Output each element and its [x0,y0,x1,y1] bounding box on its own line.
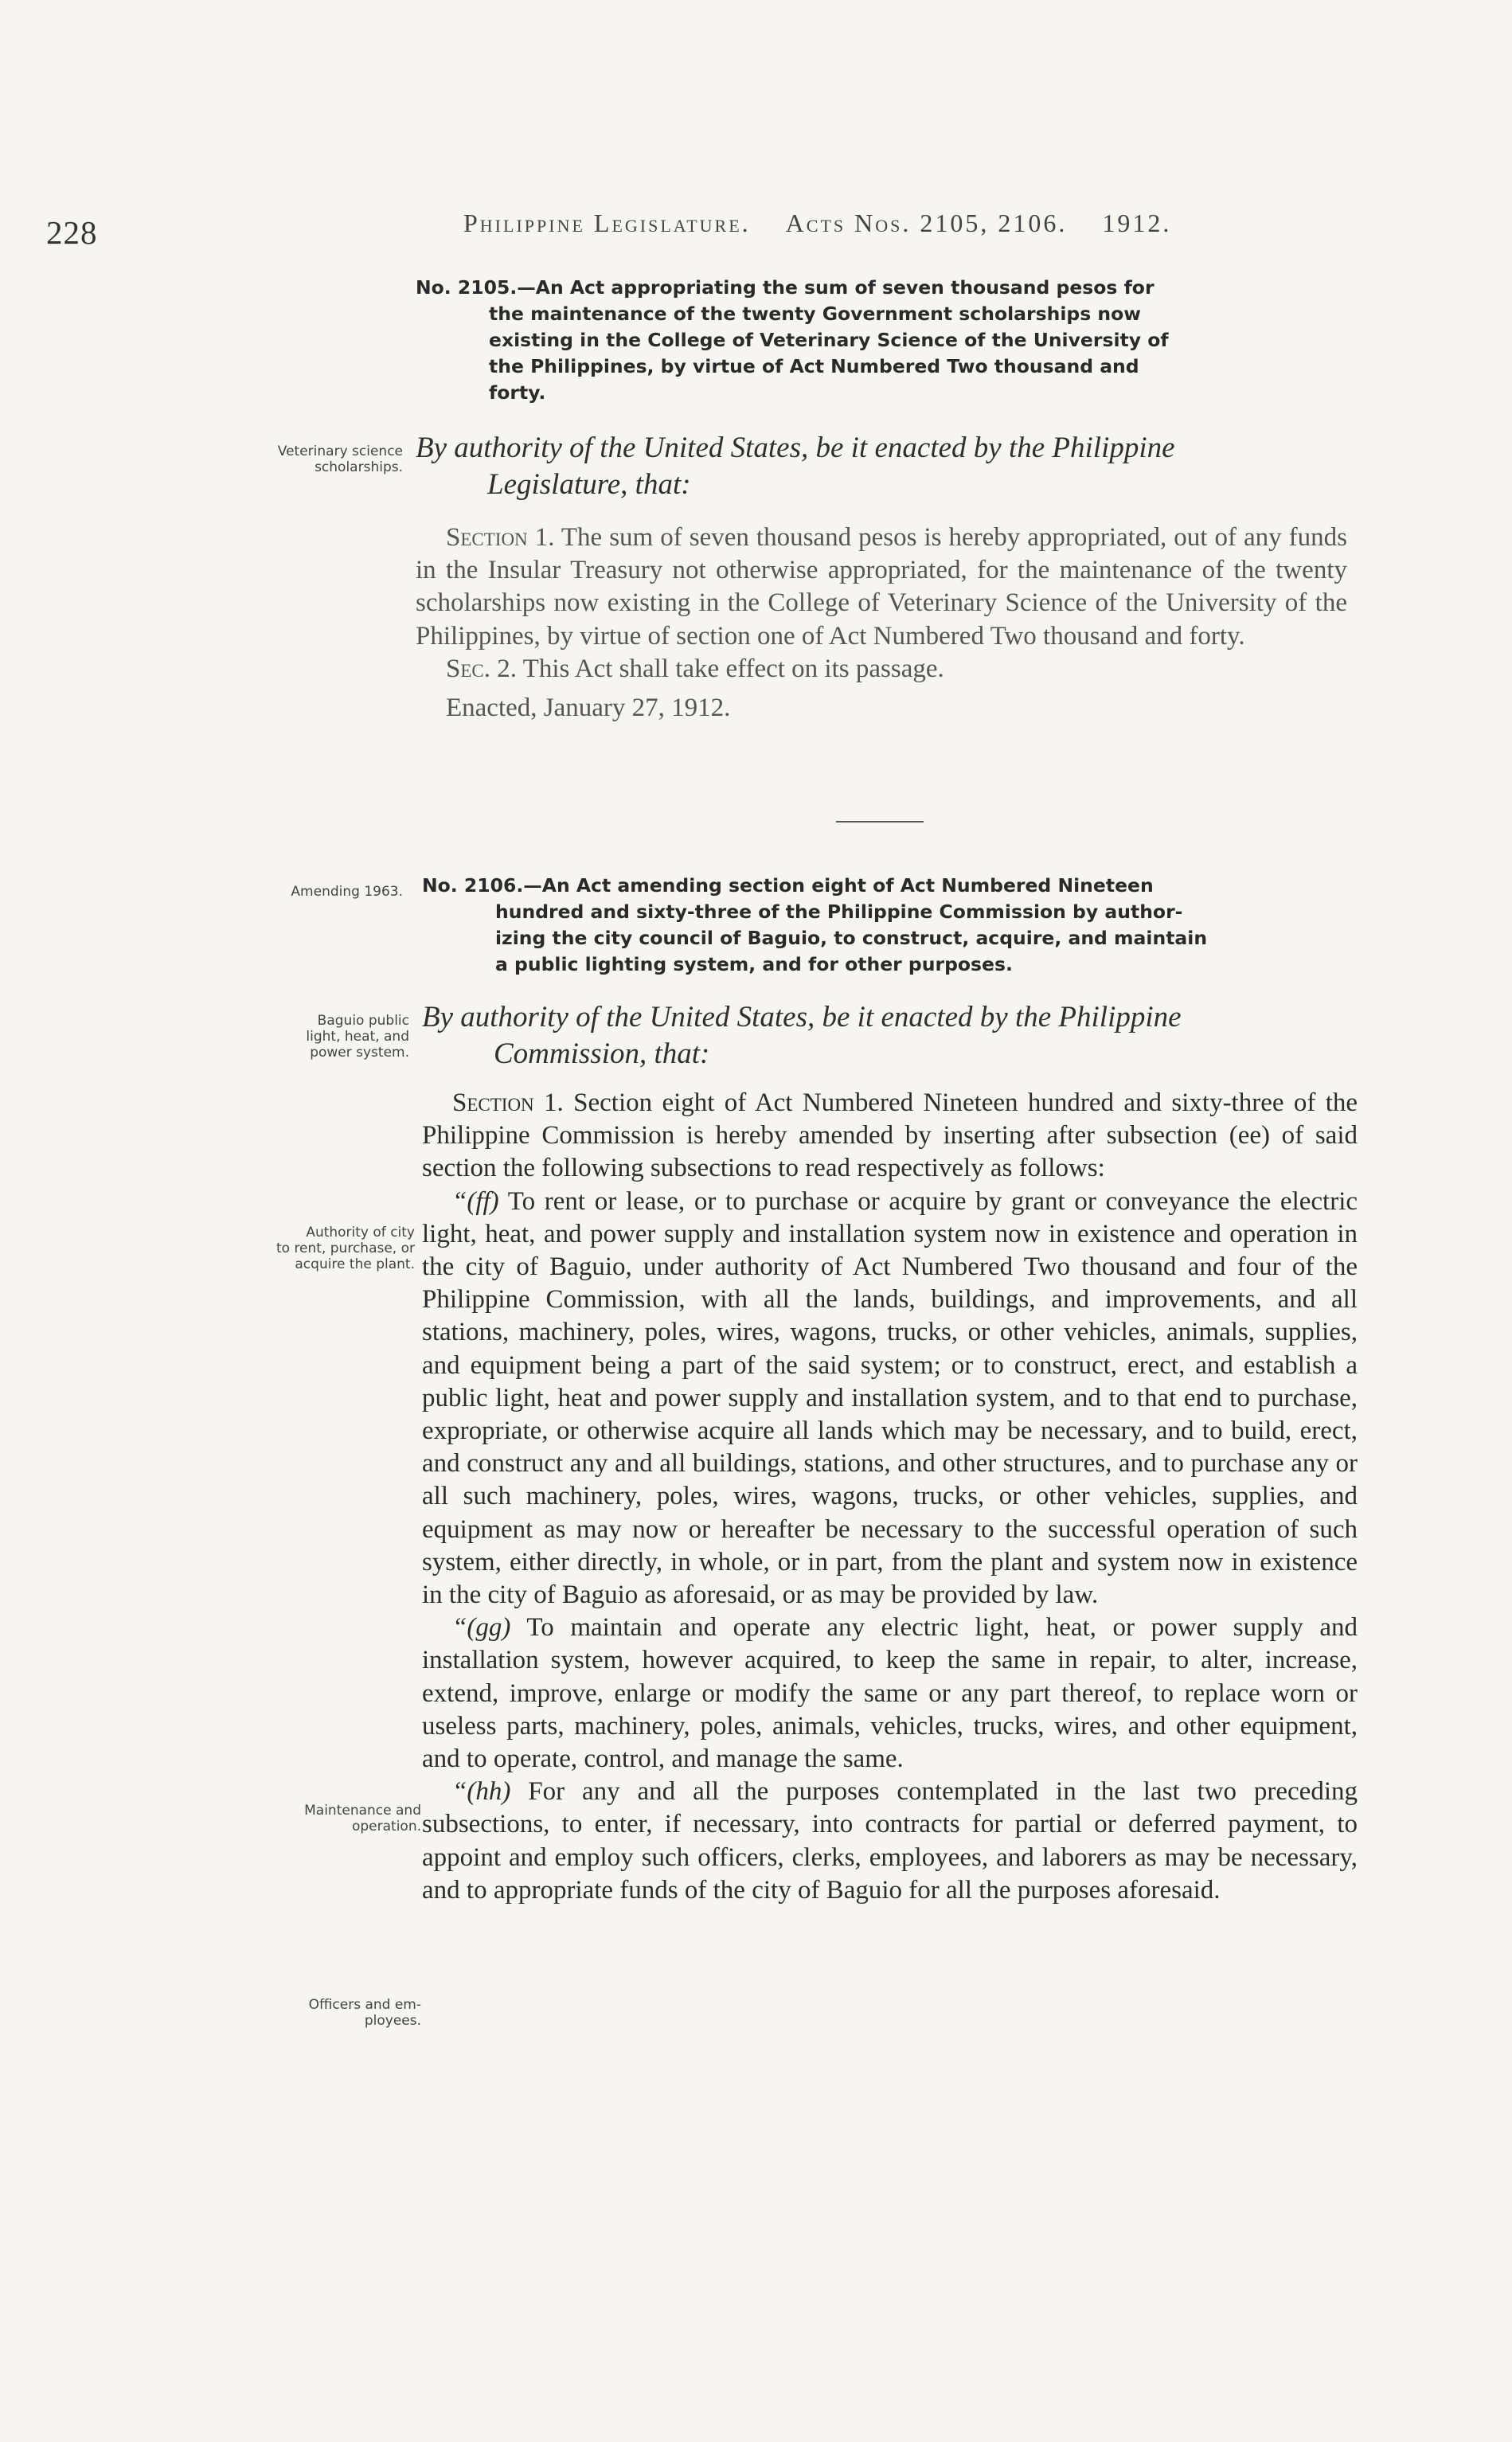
act-2106-body [422,1087,1358,1907]
header-publication: Philippine Legislature. [463,209,751,237]
margin-note-line: Officers and em- [308,1997,421,2013]
margin-note-line: Authority of city [306,1225,415,1241]
header-year: 1912. [1102,209,1172,237]
enacted-date: Enacted, January 27, 1912. [446,694,731,723]
enacting-line: Commission, that: [494,1037,710,1070]
act-2105-enacting-clause [416,430,1175,503]
act-2105-title [416,275,1169,406]
enacting-line: By authority of the United States, be it enacted by the Philippine [422,1001,1182,1033]
running-header [463,209,1355,238]
margin-note-line: to rent, purchase, or [275,1241,415,1256]
act-2105-enacted [416,692,1347,725]
act-2106-title-line: izing the city council of Baguio, to construct, acquire, and maintain [495,927,1208,949]
act-2105-section-2 [416,653,1347,686]
act-2105-title-line: the Philippines, by virtue of Act Numbered Two thousand and [489,355,1139,377]
margin-note-line: Veterinary science [277,443,403,459]
page-number: 228 [46,214,98,251]
subsection-label: “(ff) [452,1186,499,1216]
margin-note-baguio [306,1013,409,1061]
subsection-ff [422,1186,1358,1612]
margin-note-line: Baguio public [317,1013,409,1029]
header-acts: Acts Nos. 2105, 2106. [785,209,1068,237]
act-2106-section-1 [422,1087,1358,1186]
act-2106-number: No. 2106. [422,874,524,897]
margin-note-line: Maintenance and [304,1803,421,1819]
act-2105-section-1 [416,522,1347,653]
margin-note-officers [309,1997,421,2029]
subsection-text: For any and all the purposes contemplated in the last two preceding subsections, to enter, if necessary, into contracts for partial or deferred payment, to appoint and employ such officers, clerks, employees, and laborers as may be necessary, and to appropriate funds of the city of Baguio for all the purposes aforesaid. [422,1777,1358,1905]
enacting-line: Legislature, that: [487,468,691,501]
subsection-label: “(gg) [452,1613,511,1643]
margin-note-line: light, heat, and [306,1029,409,1045]
margin-note-line: acquire the plant. [295,1256,415,1272]
margin-note-line: Amending 1963. [291,884,403,900]
section-text: The sum of seven thousand pesos is hereby appropriated, out of any funds in the Insular Treasury not otherwise appropriated, for the maintenance of the twenty scholarships now existing in the College of Veterinary Science of the University of the Philippines, by virtue of section one of Act Numbered Two thousand and forty. [416,523,1348,651]
act-2105-title-line: —An Act appropriating the sum of seven thousand pesos for [517,276,1155,299]
margin-note-veterinary [278,443,403,475]
margin-note-maintenance [304,1803,421,1834]
section-label: Sec. 2. [446,654,517,683]
section-text: This Act shall take effect on its passage. [522,654,944,683]
margin-note-amending [291,884,403,900]
act-2105-title-line: forty. [489,381,546,404]
margin-note-line: power system. [310,1045,409,1061]
subsection-hh [422,1776,1358,1907]
margin-note-line: ployees. [364,2013,421,2029]
subsection-text: To maintain and operate any electric light, heat, or power supply and installation system, however acquired, to keep the same in repair, to alter, increase, extend, improve, enlarge or modify the same or any part thereof, to replace worn or useless parts, machinery, poles, animals, vehicles, trucks, wires, and other equipment, and to operate, control, and manage the same. [422,1613,1358,1774]
act-2106-title-line: hundred and sixty-three of the Philippine Commission by author- [495,901,1183,923]
subsection-gg [422,1612,1358,1776]
margin-note-authority [276,1225,415,1272]
enacting-line: By authority of the United States, be it enacted by the Philippine [416,432,1175,464]
act-2105-title-line: existing in the College of Veterinary Science of the University of [489,329,1169,351]
section-label: Section 1. [452,1088,564,1117]
act-2105-title-line: the maintenance of the twenty Government scholarships now [489,303,1141,325]
section-divider [836,821,924,822]
act-2105-number: No. 2105. [416,276,518,299]
act-2105-body [416,522,1347,725]
act-2106-title [422,873,1207,978]
act-2106-title-line: a public lighting system, and for other purposes. [495,953,1013,975]
act-2106-enacting-clause [422,999,1182,1073]
margin-note-line: operation. [351,1819,421,1834]
section-text: Section eight of Act Numbered Nineteen hundred and sixty-three of the Philippine Commission is hereby amended by inserting after subsection (ee) of said section the following subsections to read respectively as follows: [422,1088,1358,1183]
margin-note-line: scholarships. [315,459,403,475]
subsection-label: “(hh) [452,1777,511,1807]
section-label: Section 1. [446,523,555,552]
act-2106-title-line: —An Act amending section eight of Act Numbered Nineteen [523,874,1154,897]
subsection-text: To rent or lease, or to purchase or acquire by grant or conveyance the electric light, heat, and power supply and installation system now in existence and operation in the city of Baguio, under authority of Act Numbered Two thousand and four of the Philippine Commission, with all the lands, buildings, and improvements, and all stations, machinery, poles, wires, wagons, trucks, or other vehicles, animals, supplies, and equipment being a part of the said system; or to construct, erect, and establish a public light, heat and power supply and installation system, and to that end to purchase, expropriate, or otherwise acquire all lands which may be necessary, and to build, erect, and construct any and all buildings, stations, and other structures, and to purchase any or all such machinery, poles, wires, wagons, trucks, or other vehicles, supplies, and equipment as may now or hereafter be necessary to the successful operation of such system, either directly, in whole, or in part, from the plant and system now in existence in the city of Baguio as aforesaid, or as may be provided by law. [422,1186,1358,1610]
